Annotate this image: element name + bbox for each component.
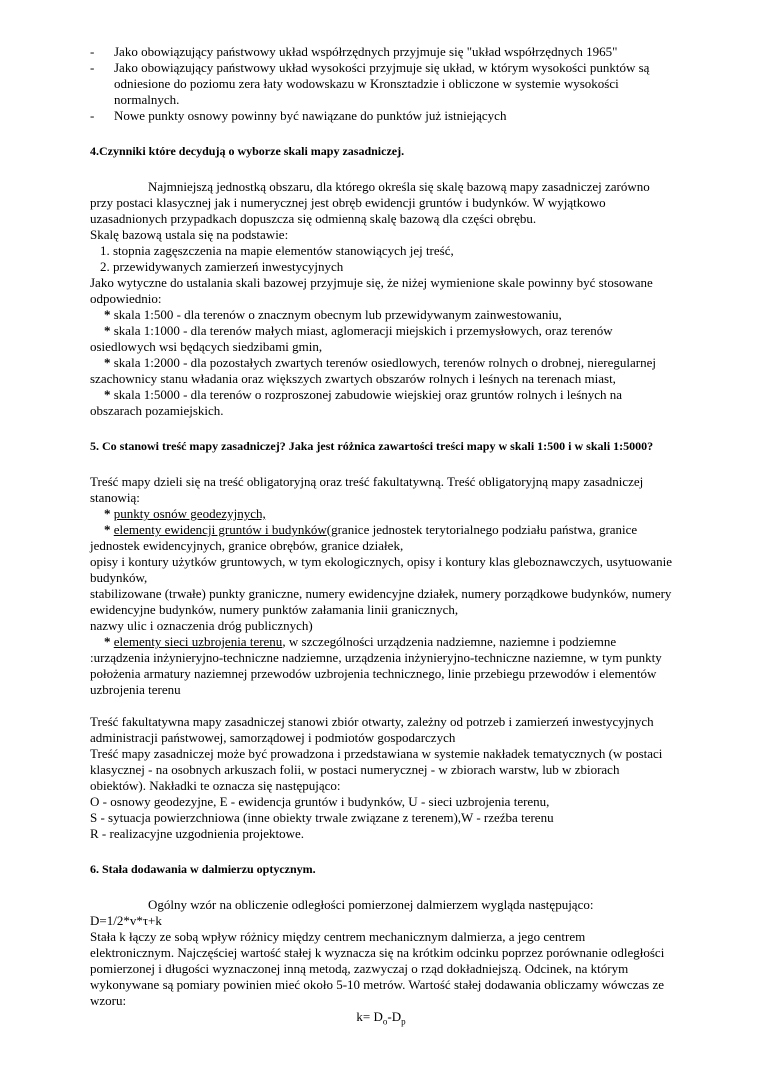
land-register-link[interactable]: elementy ewidencji gruntów i budynków xyxy=(113,522,327,537)
section-6-paragraph: Stała k łączy ze sobą wpływ różnicy między centrem mechanicznym dalmierza, a jego centrem elektronicznym. Najczęściej wartość stałej k wyznacza się na krótkim odcinku poprzez porównanie odległości pomierzonej i długości wyznaczonej inną metodą, zazwyczaj o rząd dokładniejszą. Odcinek, na którym wykonywane są pomiary powinien mieć około 5-10 metrów. Wartość stałej dodawania obliczamy wówczas ze wzoru: xyxy=(90,929,665,1008)
overlay-line: O - osnowy geodezyjne, E - ewidencja gruntów i budynków, U - sieci uzbrojenia terenu, xyxy=(90,794,550,809)
list-item: 1. stopnia zagęszczenia na mapie elementów stanowiących jej treść, xyxy=(100,243,454,258)
formula-subscript: o xyxy=(382,1016,388,1027)
scale-text: skala 1:5000 - dla terenów o rozproszonej zabudowie wiejskiej oraz gruntów rolnych i leśnych na obszarach pozamiejskich. xyxy=(90,387,623,418)
formula-subscript: p xyxy=(401,1016,406,1027)
content-item-line: opisy i kontury użytków gruntowych, w tym ekologicznych, opisy i kontury klas gleboznawczych, usytuowanie budynków, xyxy=(90,554,673,585)
utility-network-link[interactable]: elementy sieci uzbrojenia terenu xyxy=(113,634,283,649)
bullet-dash: - xyxy=(90,60,95,75)
section-5-heading: 5. Co stanowi treść mapy zasadniczej? Jaka jest różnica zawartości treści mapy w skali 1:500 i w skali 1:5000? xyxy=(90,439,654,453)
section-6-paragraph: Ogólny wzór na obliczenie odległości pomierzonej dalmierzem wygląda następująco: xyxy=(148,897,594,912)
list-item xyxy=(90,108,672,124)
star-marker: * xyxy=(104,355,111,370)
formula-k xyxy=(90,1009,672,1025)
star-marker: * xyxy=(104,323,111,338)
list-item: 2. przewidywanych zamierzeń inwestycyjnych xyxy=(100,259,344,274)
scale-text: skala 1:500 - dla terenów o znacznym obecnym lub przewidywanym zainwestowaniu, xyxy=(110,307,562,322)
section-6-heading: 6. Stała dodawania w dalmierzu optycznym. xyxy=(90,862,316,876)
list-item-text: Jako obowiązujący państwowy układ wysokości przyjmuje się układ, w którym wysokości punktów są odniesione do poziomu zera łaty wodowskazu w Kronsztadzie i obliczone w systemie wysokości normalnych. xyxy=(114,60,650,107)
star-marker: * xyxy=(104,634,111,649)
spacer xyxy=(90,698,672,714)
scale-item xyxy=(90,387,672,419)
section-5-paragraph: Treść mapy zasadniczej może być prowadzona i przedstawiana w systemie nakładek tematycznych (w postaci klasycznej - na osobnych arkuszach folii, w postaci numerycznej - w zbiorach warstw, lub w zbiorach obiektów). Nakładki te oznacza się następująco: xyxy=(90,746,663,793)
section-5-paragraph: Treść mapy dzieli się na treść obligatoryjną oraz treść fakultatywną. Treść obligatoryjną mapy zasadniczej stanowią: xyxy=(90,474,644,505)
star-marker: * xyxy=(104,506,111,521)
overlay-line: S - sytuacja powierzchniowa (inne obiekty trwale związane z terenem),W - rzeźba terenu xyxy=(90,810,554,825)
intro-bullet-list xyxy=(90,44,672,124)
formula-part: -D xyxy=(387,1009,402,1024)
list-item-text: Nowe punkty osnowy powinny być nawiązane do punktów już istniejących xyxy=(114,108,507,123)
section-4-paragraph: Jako wytyczne do ustalania skali bazowej przyjmuje się, że niżej wymienione skale powinny być stosowane odpowiednio: xyxy=(90,275,653,306)
bullet-dash: - xyxy=(90,44,95,59)
formula: D=1/2*v*τ+k xyxy=(90,913,162,928)
geodetic-points-link[interactable]: punkty osnów geodezyjnych, xyxy=(113,506,266,521)
section-5-paragraph: Treść fakultatywna mapy zasadniczej stanowi zbiór otwarty, zależny od potrzeb i zamierzeń inwestycyjnych administracji państwowej, samorządowej i podmiotów gospodarczych xyxy=(90,714,654,745)
bullet-dash: - xyxy=(90,108,95,123)
overlay-line: R - realizacyjne uzgodnienia projektowe. xyxy=(90,826,305,841)
star-marker: * xyxy=(104,307,111,322)
scale-item xyxy=(90,323,672,355)
formula-part: k= D xyxy=(356,1009,383,1024)
section-4-paragraph: Najmniejszą jednostką obszaru, dla którego określa się skalę bazową mapy zasadniczej zarówno przy postaci klasycznej jak i numerycznej jest obręb ewidencji gruntów i budynków. W wyjątkowo uzasadnionych przypadkach dopuszcza się odmienną skalę bazową dla części obrębu. xyxy=(90,179,650,226)
section-4-paragraph: Skalę bazową ustala się na podstawie: xyxy=(90,227,289,242)
content-item xyxy=(90,522,672,554)
star-marker: * xyxy=(104,522,111,537)
list-item xyxy=(90,60,672,108)
section-4-heading: 4.Czynniki które decydują o wyborze skali mapy zasadniczej. xyxy=(90,144,405,158)
content-item xyxy=(90,634,672,698)
content-item-text: , w szczególności urządzenia nadziemne, naziemne i podziemne :urządzenia inżynieryjno-techniczne nadziemne, urządzenia inżynieryjno-techniczne naziemne, w tym punkty położenia armatury naziemnej przewodów uzbrojenia technicznego, linie przebiegu przewodów i elementów uzbrojenia terenu xyxy=(90,634,662,697)
content-item-line: nazwy ulic i oznaczenia dróg publicznych) xyxy=(90,618,313,633)
list-item xyxy=(90,44,672,60)
content-item xyxy=(90,506,672,522)
list-item-text: Jako obowiązujący państwowy układ współrzędnych przyjmuje się "układ współrzędnych 1965" xyxy=(114,44,618,59)
scale-item xyxy=(90,355,672,387)
star-marker: * xyxy=(104,387,111,402)
content-item-text: (granice jednostek terytorialnego podziału państwa, granice jednostek ewidencyjnych, granice obrębów, granice działek, xyxy=(90,522,638,553)
scale-basis-list xyxy=(90,243,672,275)
scale-text: skala 1:2000 - dla pozostałych zwartych terenów osiedlowych, terenów rolnych o drobnej, nieregularnej szachownicy stanu władania oraz większych zwartych obszarów rolnych i leśnych na terenach miast, xyxy=(90,355,656,386)
content-item-line: stabilizowane (trwałe) punkty graniczne, numery ewidencyjne działek, numery porządkowe budynków, numery ewidencyjne budynków, numery punktów załamania linii granicznych, xyxy=(90,586,672,617)
scale-text: skala 1:1000 - dla terenów małych miast, aglomeracji miejskich i przemysłowych, oraz terenów osiedlowych wsi będących siedzibami gmin, xyxy=(90,323,613,354)
scale-item xyxy=(90,307,672,323)
